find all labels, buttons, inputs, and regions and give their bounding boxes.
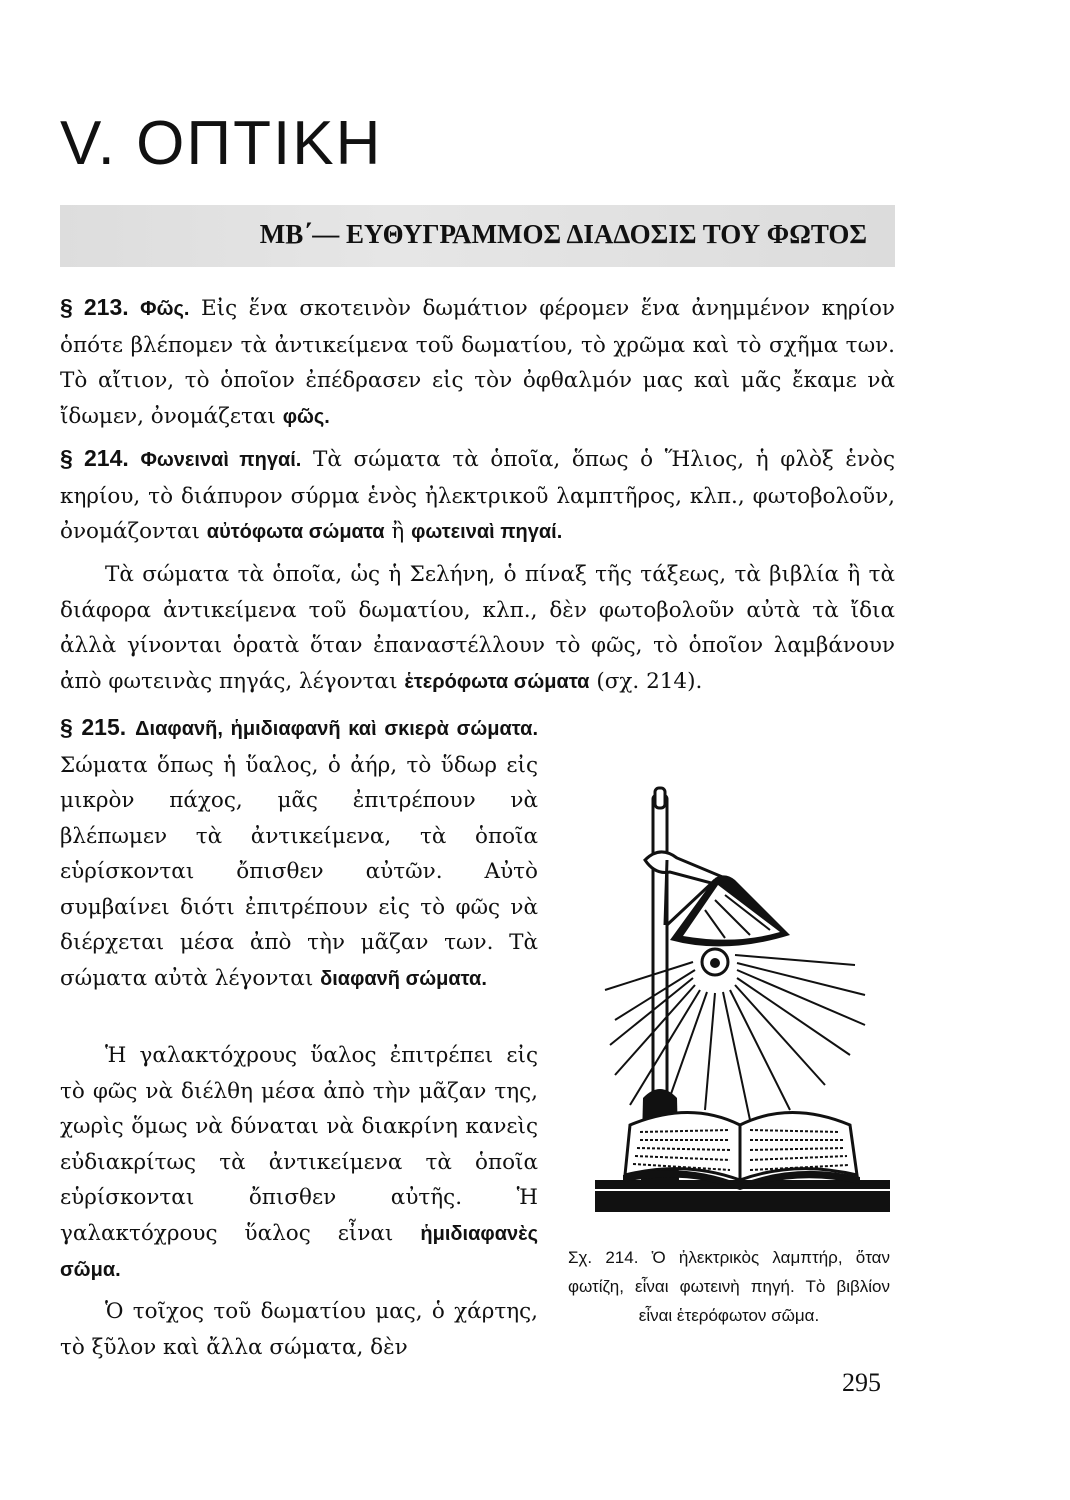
paragraph-215-last [60, 1294, 538, 1365]
paragraph-text: ἢ [384, 519, 412, 544]
key-term: ἡμιδιαφανὲς σῶμα. [60, 1222, 538, 1281]
paragraph-heading: Φωνειναὶ πηγαί. [140, 449, 302, 471]
page-number: 295 [842, 1368, 881, 1397]
paragraph-text: Σώματα ὅπως ἡ ὕαλος, ὁ ἀήρ, τὸ ὕδωρ εἰς μικρὸν πάχος, μᾶς ἐπιτρέπουν νὰ βλέπωμεν τὰ ἀντικείμενα, τὰ ὁποῖα εὑρίσκονται ὄπισθεν αὐτῶν. Αὐτὸ συμβαίνει διότι ἐπιτρέπουν εἰς τὸ φῶς νὰ διέρχεται μέσα ἀπὸ τὴν μᾶζαν των. Τὰ σώματα αὐτὰ λέγονται [60, 752, 538, 991]
paragraph-text: (σχ. 214). [589, 668, 703, 694]
figure-caption: Σχ. 214. Ὁ ἠλεκτρικὸς λαμπτήρ, ὅταν φωτίζη, εἶναι φωτεινὴ πηγή. Τὸ βιβλίον εἶναι ἑτερόφωτον σῶμα. [568, 1248, 890, 1325]
paragraph-213 [60, 290, 895, 435]
section-number: § 213. [60, 294, 129, 320]
key-term: ἑτερόφωτα σώματα [404, 670, 590, 693]
section-title: ΜΒ΄— ΕΥΘΥΓΡΑΜΜΟΣ ΔΙΑΔΟΣΙΣ ΤΟΥ ΦΩΤΟΣ [259, 219, 867, 249]
paragraph-214-continued [60, 557, 895, 700]
key-term: φῶς. [282, 405, 330, 428]
paragraph-heading: Διαφανῆ, ἡμιδιαφανῆ καὶ σκιερὰ σώματα. [135, 718, 539, 740]
key-term: φωτειναὶ πηγαί. [411, 521, 563, 543]
key-term: διαφανῆ σώματα. [320, 967, 487, 990]
paragraph-215-continued [60, 1038, 538, 1289]
key-term: αὐτόφωτα σώματα [206, 521, 385, 543]
paragraph-214 [60, 441, 895, 551]
paragraph-215 [60, 710, 538, 997]
chapter-title: V. ΟΠΤΙΚΗ [60, 109, 383, 178]
paragraph-heading: Φῶς. [140, 298, 190, 320]
paragraph-text: Ἡ γαλακτόχρους ὕαλος ἐπιτρέπει εἰς τὸ φῶς νὰ διέλθη μέσα ἀπὸ τὴν μᾶζαν της, χωρὶς ὅμως νὰ δύναται νὰ διακρίνη κανεὶς εὐδιακρίτως τὰ ἀντικείμενα τὰ ὁποῖα εὑρίσκονται ὄπισθεν αὐτῆς. Ἡ γαλακτόχρους ὕαλος εἶναι [60, 1043, 538, 1246]
lamp-and-book-illustration [575, 780, 890, 1240]
section-number: § 214. [60, 445, 129, 471]
paragraph-text: Ὁ τοῖχος τοῦ δωματίου μας, ὁ χάρτης, τὸ ξῦλον καὶ ἄλλα σώματα, δὲν [60, 1299, 538, 1360]
section-heading-band [60, 205, 895, 267]
section-number: § 215. [60, 714, 127, 740]
paragraph-text: Εἰς ἕνα σκοτεινὸν δωμάτιον φέρομεν ἕνα ἀνημμένον κηρίον ὁπότε βλέπομεν τὰ ἀντικείμενα τοῦ δωματίου, τὸ χρῶμα καὶ τὸ σχῆμα των. Τὸ αἴτιον, τὸ ὁποῖον ἐπέδρασεν εἰς τὸν ὀφθαλμόν μας καὶ μᾶς ἔκαμε νὰ ἴδωμεν, ὀνομάζεται [60, 296, 895, 429]
paragraph-text: Τὰ σώματα τὰ ὁποῖα, ὡς ἡ Σελήνη, ὁ πίναξ τῆς τάξεως, τὰ βιβλία ἢ τὰ διάφορα ἀντικείμενα τοῦ δωματίου, κλπ., δὲν φωτοβολοῦν αὐτὰ τὰ ἴδια ἀλλὰ γίνονται ὁρατὰ ὅταν ἐπαναστέλλουν τὸ φῶς, τὸ ὁποῖον λαμβάνουν ἀπὸ φωτεινὰς πηγάς, λέγονται [60, 562, 895, 694]
paragraph-text: Τὰ σώματα τὰ ὁποῖα, ὅπως ὁ Ἥλιος, ἡ φλὸξ ἑνὸς κηρίου, τὸ διάπυρον σύρμα ἑνὸς ἠλεκτρικοῦ λαμπτῆρος, κλπ., φωτοβολοῦν, ὀνομάζονται [60, 447, 895, 544]
